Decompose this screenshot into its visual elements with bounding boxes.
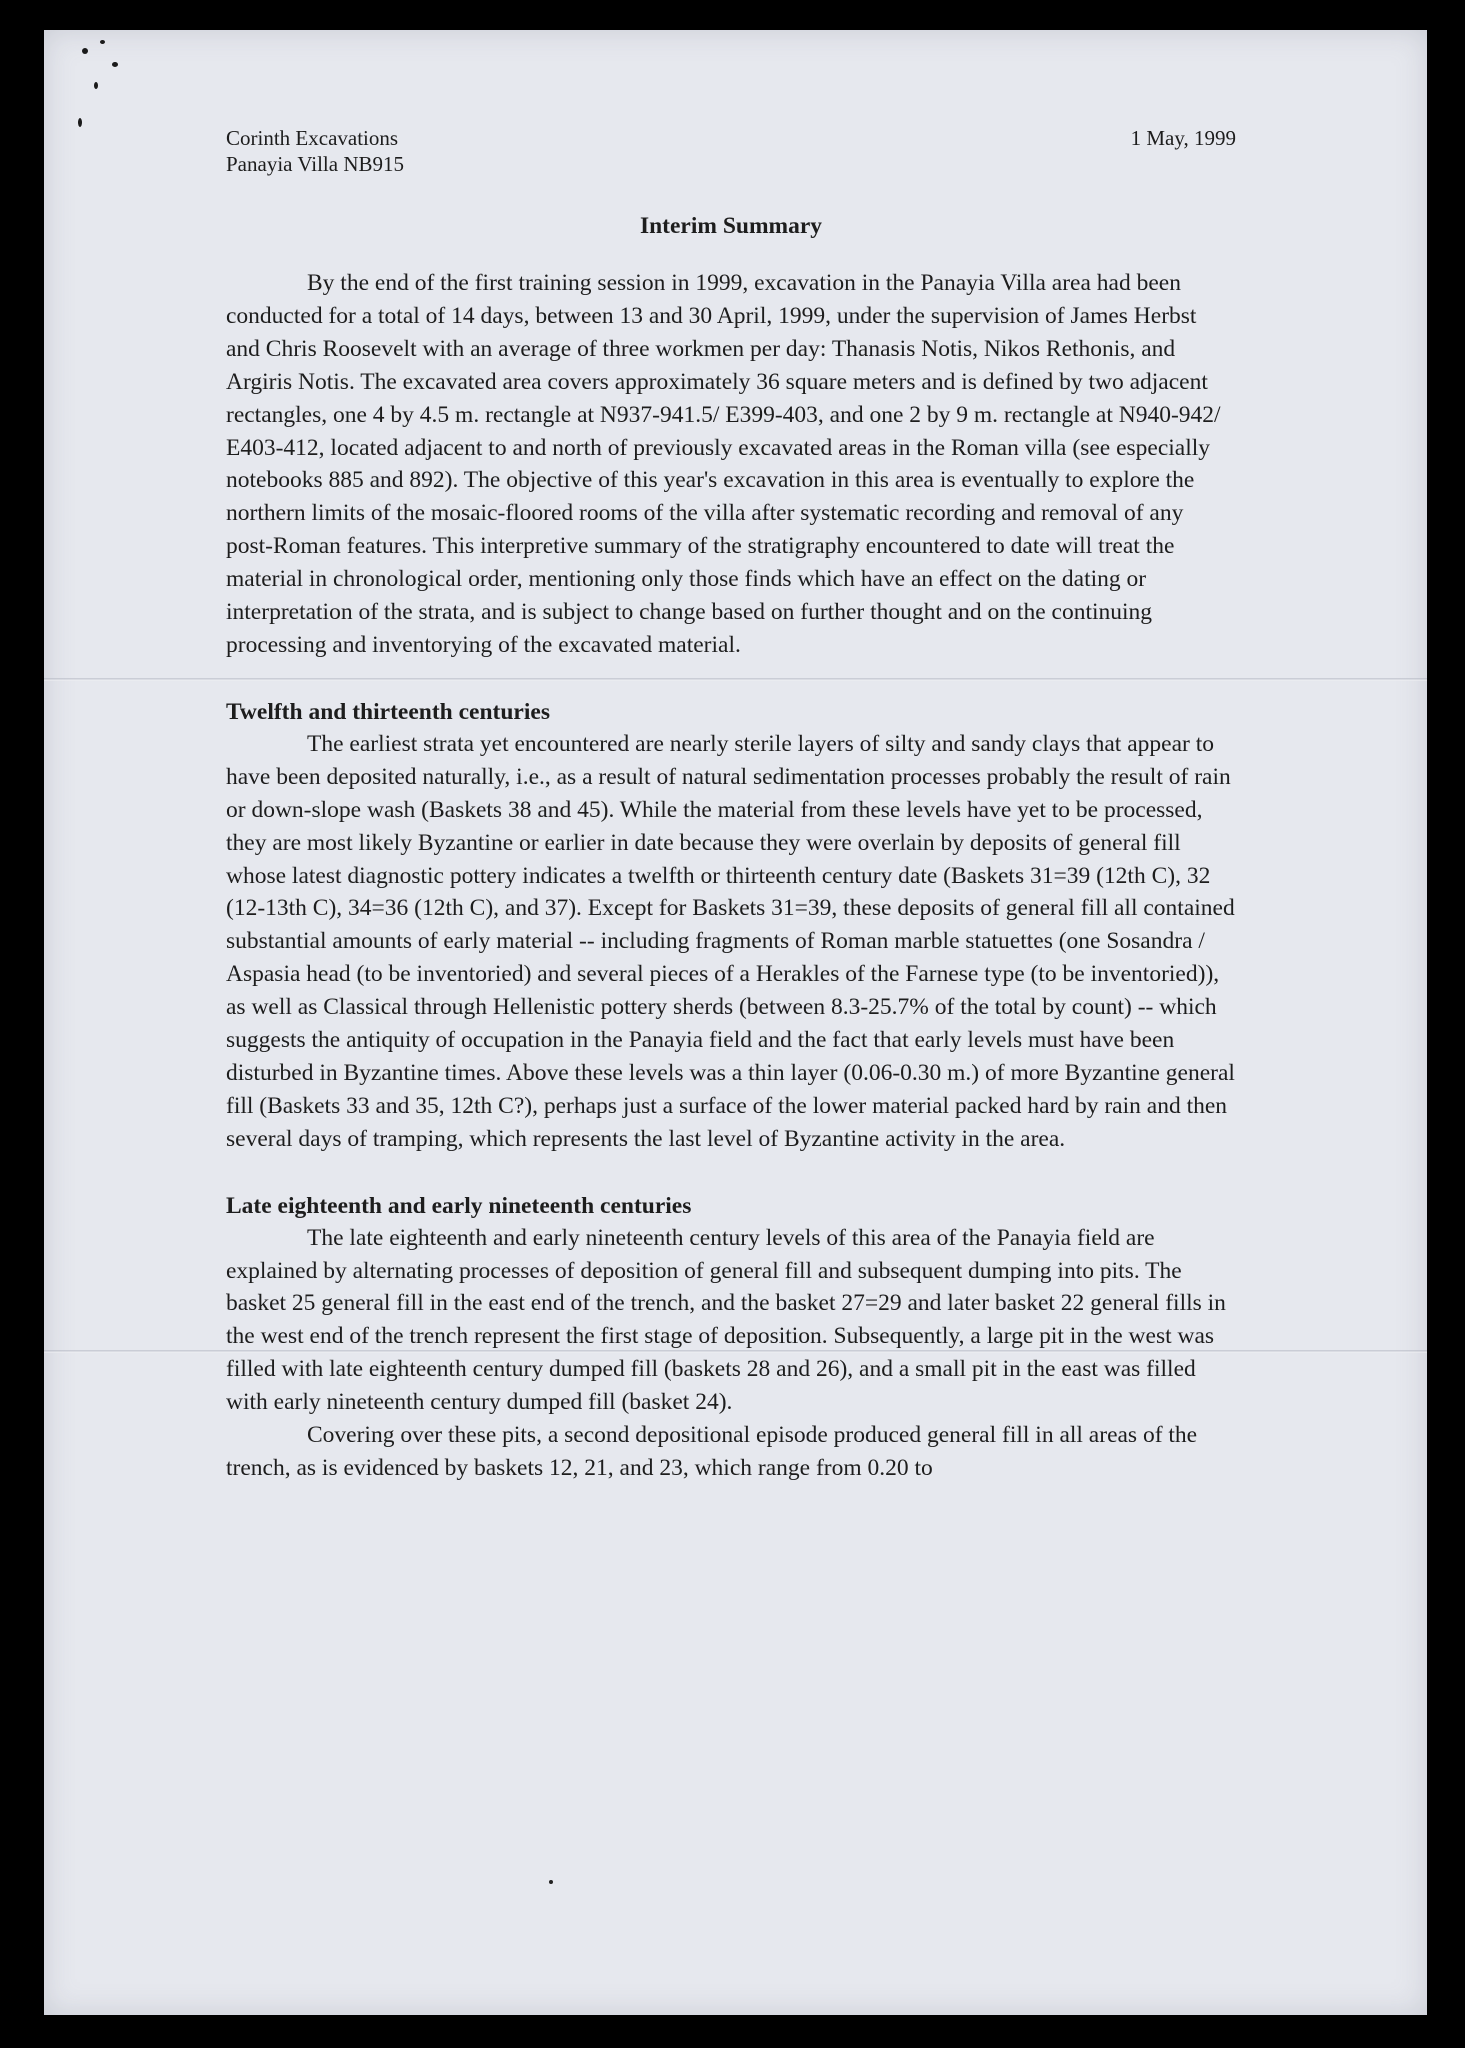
notebook-reference: Panayia Villa NB915 xyxy=(226,152,404,176)
paper-speck xyxy=(100,40,105,44)
section-paragraph: The earliest strata yet encountered are nearly sterile layers of silty and sandy clays that appear to have been deposited naturally, i.e., as a result of natural sedimentation processes probably the result of rain or down-slope wash (Baskets 38 and 45). While the material from these levels have yet to be processed, they are most likely Byzantine or earlier in date because they were overlain by deposits of general fill whose latest diagnostic pottery indicates a twelfth or thirteenth century date (Baskets 31=39 (12th C), 32 (12-13th C), 34=36 (12th C), and 37). Except for Baskets 31=39, these deposits of general fill all contained substantial amounts of early material -- including fragments of Roman marble statuettes (one Sosandra / Aspasia head (to be inventoried) and several pieces of a Herakles of the Farnese type (to be inventoried)), as well as Classical through Hellenistic pottery sherds (between 8.3-25.7% of the total by count) -- which suggests the antiquity of occupation in the Panayia field and the fact that early levels must have been disturbed in Byzantine times. Above these levels was a thin layer (0.06-0.30 m.) of more Byzantine general fill (Baskets 33 and 35, 12th C?), perhaps just a surface of the lower material packed hard by rain and then several days of tramping, which represents the last level of Byzantine activity in the area. xyxy=(226,730,1235,1152)
letter-header xyxy=(226,125,1236,185)
intro-paragraph: By the end of the first training session in 1999, excavation in the Panayia Villa area had been conducted for a total of 14 days, between 13 and 30 April, 1999, under the supervision of James Herbst and Chris Roosevelt with an average of three workmen per day: Thanasis Notis, Nikos Rethonis, and Argiris Notis. The excavated area covers approximately 36 square meters and is defined by two adjacent rectangles, one 4 by 4.5 m. rectangle at N937-941.5/ E399-403, and one 2 by 9 m. rectangle at N940-942/ E403-412, located adjacent to and north of previously excavated areas in the Roman villa (see especially notebooks 885 and 892). The objective of this year's excavation in this area is eventually to explore the northern limits of the mosaic-floored rooms of the villa after systematic recording and removal of any post-Roman features. This interpretive summary of the stratigraphy encountered to date will treat the material in chronological order, mentioning only those finds which have an effect on the dating or interpretation of the strata, and is subject to change based on further thought and on the continuing processing and inventorying of the excavated material. xyxy=(226,270,1221,658)
section-heading: Twelfth and thirteenth centuries xyxy=(226,698,550,725)
paper-speck xyxy=(549,1880,553,1884)
organization-name: Corinth Excavations xyxy=(226,126,399,150)
section-heading: Late eighteenth and early nineteenth centuries xyxy=(226,1192,692,1219)
document-body xyxy=(226,125,1236,1485)
paper-speck xyxy=(78,118,82,127)
paper-speck xyxy=(82,48,88,54)
section-paragraph: The late eighteenth and early nineteenth century levels of this area of the Panayia field are explained by alternating processes of deposition of general fill and subsequent dumping into pits. The basket 25 general fill in the east end of the trench, and the basket 27=29 and later basket 22 general fills in the west end of the trench represent the first stage of deposition. Subsequently, a large pit in the west was filled with late eighteenth century dumped fill (baskets 28 and 26), and a small pit in the east was filled with early nineteenth century dumped fill (basket 24). xyxy=(226,1224,1226,1416)
section-eighteenth-nineteenth-centuries xyxy=(226,1190,1236,1485)
document-title: Interim Summary xyxy=(639,213,823,239)
section-paragraph: Covering over these pits, a second depositional episode produced general fill in all areas of the trench, as is evidenced by baskets 12, 21, and 23, which range from 0.20 to xyxy=(226,1422,1198,1481)
section-twelfth-thirteenth-centuries xyxy=(226,696,1236,1156)
paper-speck xyxy=(94,82,98,89)
document-date: 1 May, 1999 xyxy=(1130,126,1236,150)
paper-speck xyxy=(112,62,118,67)
